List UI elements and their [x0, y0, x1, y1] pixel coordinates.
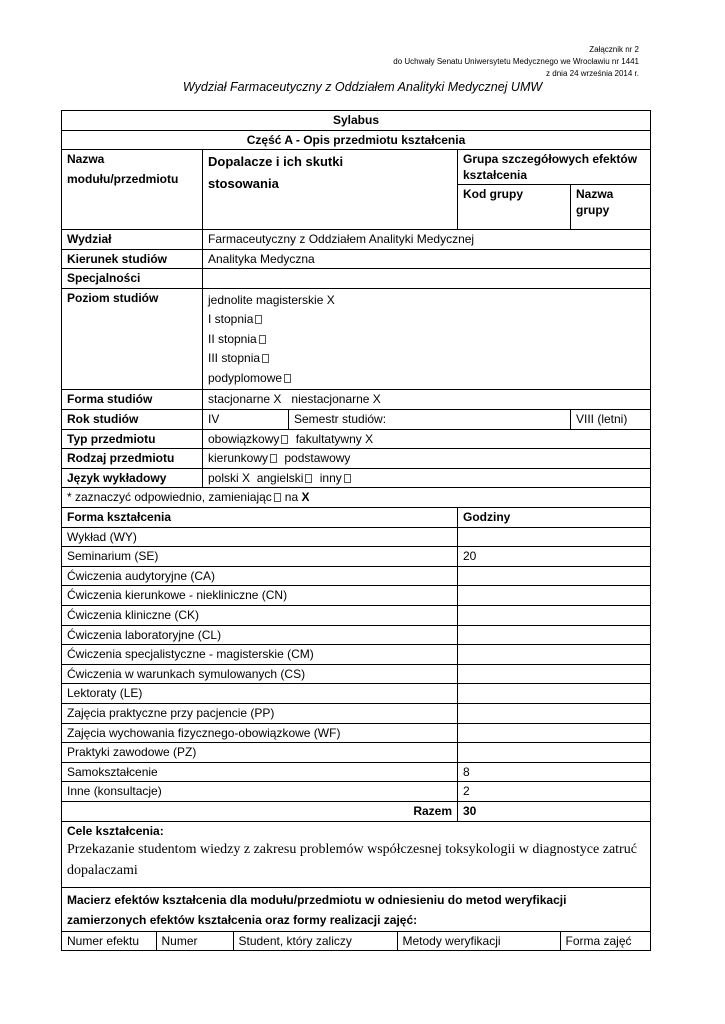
poziom-label: Poziom studiów [62, 288, 203, 390]
attachment-line-1: Załącznik nr 2 [589, 45, 639, 54]
attachment-line-2: do Uchwały Senatu Uniwersytetu Medycznego we Wrocławiu nr 1441 [393, 57, 639, 66]
matrix-header-row [62, 931, 651, 951]
forma-niestacjonarne: niestacjonarne X [291, 392, 381, 407]
poziom-option-podyplomowe: podyplomowe [208, 369, 645, 389]
module-name [203, 150, 458, 230]
form-label: Ćwiczenia specjalistyczne - magisterskie (CM) [62, 645, 458, 665]
form-hours: 8 [458, 762, 651, 782]
form-label: Seminarium (SE) [62, 547, 458, 567]
poziom-option-i-stopnia: I stopnia [208, 310, 645, 330]
specjalnosci-label: Specjalności [62, 269, 203, 289]
form-label: Samokształcenie [62, 762, 458, 782]
form-label: Praktyki zawodowe (PZ) [62, 743, 458, 763]
module-name-line-1: Dopalacze i ich skutki [208, 154, 344, 170]
poziom-option-iii-stopnia: III stopnia [208, 349, 645, 369]
sylabus-heading: Sylabus [62, 111, 651, 131]
goals-label: Cele kształcenia: [67, 823, 164, 838]
wydzial-value: Farmaceutyczny z Oddziałem Analityki Medycznej [203, 230, 651, 250]
checkbox-icon [262, 354, 269, 363]
form-hours: 20 [458, 547, 651, 567]
forma-value [203, 390, 651, 410]
form-row [62, 645, 651, 665]
checkbox-icon [284, 374, 291, 383]
jezyk-label: Język wykładowy [62, 468, 203, 488]
rodzaj-podstawowy: podstawowy [284, 451, 351, 466]
form-label: Ćwiczenia w warunkach symulowanych (CS) [62, 664, 458, 684]
form-label: Zajęcia praktyczne przy pacjencie (PP) [62, 703, 458, 723]
checkbox-icon [344, 474, 351, 483]
form-hours [458, 566, 651, 586]
goals-text: Przekazanie studentom wiedzy z zakresu problemów współczesnej toksykologii w diagnostyce zatruć dopalaczami [67, 841, 637, 878]
col-forma-zajec: Forma zajęć [565, 933, 632, 948]
form-label: Ćwiczenia kliniczne (CK) [62, 606, 458, 626]
form-hours [458, 625, 651, 645]
form-row [62, 664, 651, 684]
rok-value: IV [203, 410, 289, 430]
form-row [62, 762, 651, 782]
form-label: Ćwiczenia kierunkowe - niekliniczne (CN) [62, 586, 458, 606]
form-label: Ćwiczenia audytoryjne (CA) [62, 566, 458, 586]
form-row [62, 527, 651, 547]
kierunek-label: Kierunek studiów [62, 249, 203, 269]
marking-note: * zaznaczyć odpowiednio, zamieniając na X [62, 488, 651, 508]
poziom-option-ii-stopnia: II stopnia [208, 330, 645, 350]
part-a-heading: Część A - Opis przedmiotu kształcenia [62, 130, 651, 150]
col-numer: Numer [156, 932, 233, 950]
rodzaj-value [203, 449, 651, 469]
checkbox-icon [274, 493, 281, 502]
poziom-options [203, 288, 651, 390]
poziom-option-jednolite: jednolite magisterskie X [208, 292, 335, 307]
form-hours [458, 606, 651, 626]
form-hours: 2 [458, 782, 651, 802]
matrix-title-line-2: zamierzonych efektów kształcenia oraz formy realizacji zajęć: [67, 912, 418, 927]
jezyk-angielski: angielski [256, 470, 304, 485]
checkbox-icon [255, 315, 262, 324]
jezyk-value [203, 468, 651, 488]
checkbox-icon [259, 335, 266, 344]
col-student: Student, który zaliczy [233, 932, 397, 950]
form-row [62, 625, 651, 645]
wydzial-label: Wydział [62, 230, 203, 250]
form-hours [458, 703, 651, 723]
goals-cell [62, 821, 651, 887]
form-hours [458, 664, 651, 684]
forms-header-hours: Godziny [458, 508, 651, 528]
matrix-columns [62, 932, 650, 950]
group-name-label: Nazwa grupy [571, 185, 651, 230]
form-hours [458, 645, 651, 665]
typ-label: Typ przedmiotu [62, 429, 203, 449]
kierunek-value: Analityka Medyczna [203, 249, 651, 269]
rok-label: Rok studiów [62, 410, 203, 430]
checkbox-icon [281, 435, 288, 444]
checkbox-icon [270, 454, 277, 463]
form-label: Inne (konsultacje) [62, 782, 458, 802]
jezyk-inny: inny [319, 470, 342, 485]
module-name-line-2: stosowania [208, 176, 279, 192]
typ-value [203, 429, 651, 449]
total-label: Razem [62, 801, 458, 821]
form-label: Lektoraty (LE) [62, 684, 458, 704]
group-header: Grupa szczegółowych efektów kształcenia [458, 150, 651, 185]
form-row [62, 684, 651, 704]
form-label: Zajęcia wychowania fizycznego-obowiązkowe (WF) [62, 723, 458, 743]
form-label: Ćwiczenia laboratoryjne (CL) [62, 625, 458, 645]
form-row [62, 566, 651, 586]
faculty-title: Wydział Farmaceutyczny z Oddziałem Analityki Medycznej UMW [182, 80, 543, 94]
module-label [62, 150, 203, 230]
specjalnosci-value [203, 269, 651, 289]
group-code-label: Kod grupy [458, 185, 571, 230]
form-hours [458, 723, 651, 743]
total-value: 30 [458, 801, 651, 821]
attachment-note [393, 44, 639, 80]
forma-label: Forma studiów [62, 390, 203, 410]
checkbox-icon [305, 474, 312, 483]
rodzaj-label: Rodzaj przedmiotu [62, 449, 203, 469]
module-label-line-1: Nazwa [67, 152, 105, 167]
form-hours [458, 586, 651, 606]
col-metody: Metody weryfikacji [397, 932, 560, 950]
matrix-title [62, 887, 651, 931]
form-row [62, 723, 651, 743]
col-numer-efektu: Numer efektu [62, 932, 156, 950]
syllabus-table [61, 110, 651, 951]
typ-obowiazkowy: obowiązkowy [208, 431, 280, 446]
form-row [62, 606, 651, 626]
form-row [62, 586, 651, 606]
typ-fakultatywny: fakultatywny X [295, 431, 374, 446]
semestr-label: Semestr studiów: [289, 410, 571, 430]
module-label-line-2: modułu/przedmiotu [67, 172, 179, 187]
jezyk-polski: polski X [208, 470, 251, 485]
form-hours [458, 743, 651, 763]
matrix-title-line-1: Macierz efektów kształcenia dla modułu/przedmiotu w odniesieniu do metod weryfikacji [67, 892, 567, 907]
form-row [62, 743, 651, 763]
attachment-line-3: z dnia 24 września 2014 r. [546, 69, 639, 78]
form-row [62, 782, 651, 802]
forma-stacjonarne: stacjonarne X [208, 392, 282, 407]
rodzaj-kierunkowy: kierunkowy [208, 451, 269, 466]
forms-header-form: Forma kształcenia [62, 508, 458, 528]
form-label: Wykład (WY) [62, 527, 458, 547]
semestr-value: VIII (letni) [571, 410, 651, 430]
form-row [62, 547, 651, 567]
form-hours [458, 684, 651, 704]
form-row [62, 703, 651, 723]
forms-rows [62, 527, 651, 801]
form-hours [458, 527, 651, 547]
